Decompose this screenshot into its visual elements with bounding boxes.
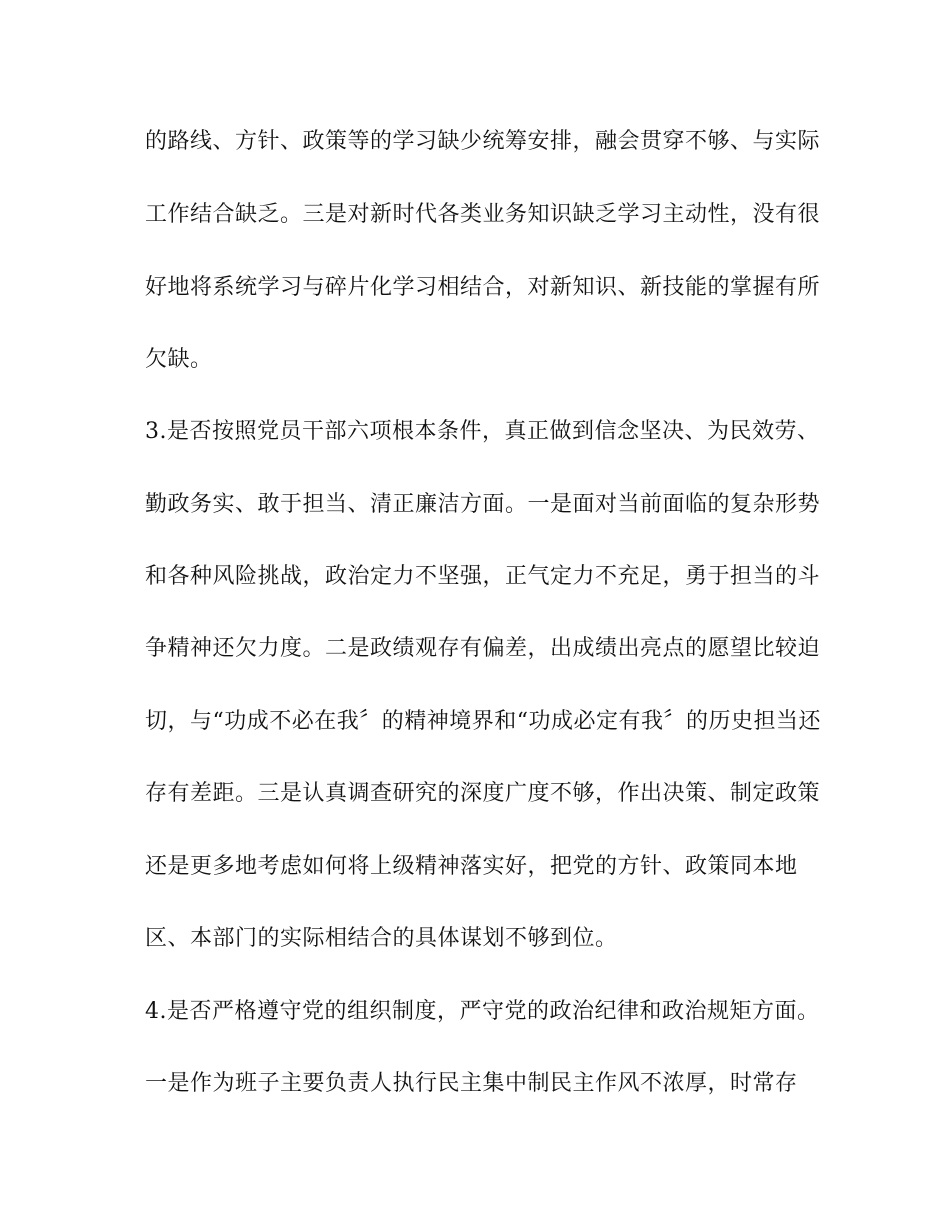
text-line-2: 工作结合缺乏。三是对新时代各类业务知识缺乏学习主动性，没有很 (145, 202, 821, 227)
text-line-1: 的路线、方针、政策等的学习缺少统筹安排，融会贯穿不够、与实际 (145, 129, 821, 154)
text-line-9: 切，与“功成不必在我〞的精神境界和“功成必定有我〞的历史担当还 (145, 709, 821, 734)
text-line-12: 区、本部门的实际相结合的具体谋划不够到位。 (145, 926, 618, 951)
text-line-3: 好地将系统学习与碎片化学习相结合，对新知识、新技能的掌握有所 (145, 275, 821, 300)
text-line-8: 争精神还欠力度。二是政绩观存有偏差，出成绩出亮点的愿望比较迫 (145, 636, 821, 661)
text-line-7: 和各种风险挑战，政治定力不坚强，正气定力不充足，勇于担当的斗 (145, 564, 821, 589)
text-line-13: 4.是否严格遵守党的组织制度，严守党的政治纪律和政治规矩方面。 (145, 999, 820, 1024)
text-line-6: 勤政务实、敢于担当、清正廉洁方面。一是面对当前面临的复杂形势 (145, 492, 821, 517)
text-line-10: 存有差距。三是认真调查研究的深度广度不够，作出决策、制定政策 (145, 781, 821, 806)
text-line-4: 欠缺。 (145, 347, 213, 372)
text-line-5: 3.是否按照党员干部六项根本条件，真正做到信念坚决、为民效劳、 (145, 419, 820, 444)
text-line-14: 一是作为班子主要负责人执行民主集中制民主作风不浓厚，时常存 (145, 1071, 798, 1096)
text-line-11: 还是更多地考虑如何将上级精神落实好，把党的方针、政策同本地 (145, 854, 798, 879)
